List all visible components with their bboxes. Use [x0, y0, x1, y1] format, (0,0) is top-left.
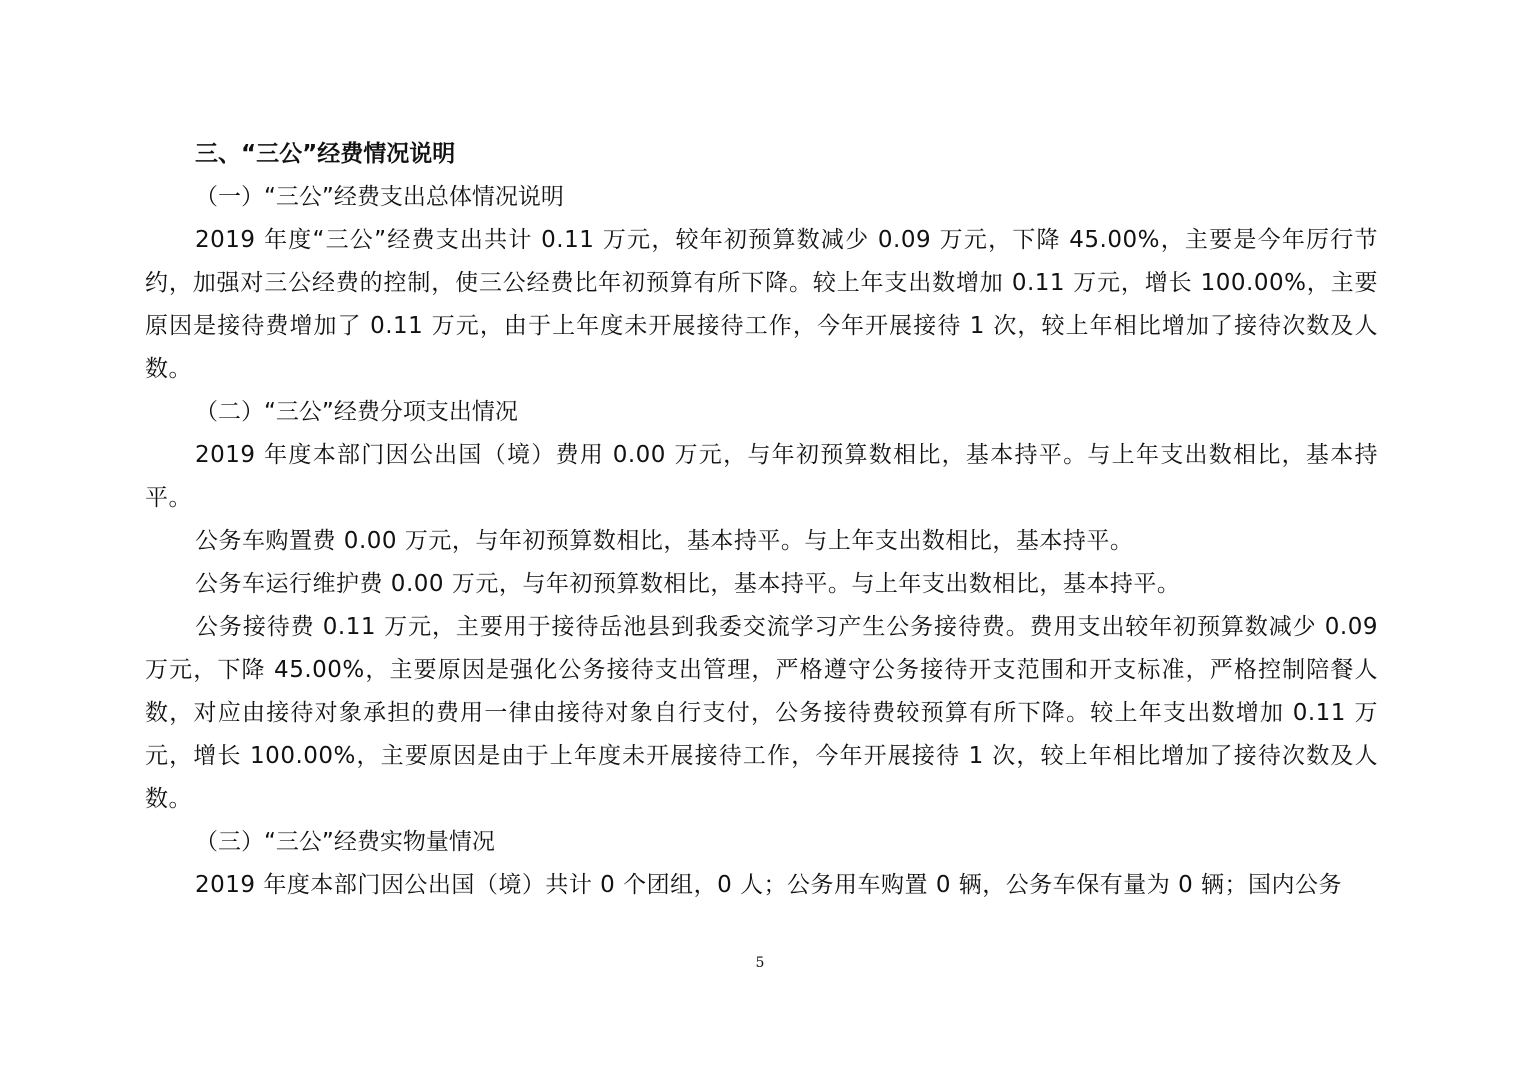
paragraph-overseas-travel: 2019 年度本部门因公出国（境）费用 0.00 万元，与年初预算数相比，基本持平。与上年支出数相比，基本持平。 — [145, 442, 1378, 511]
page-number: 5 — [755, 955, 765, 971]
section-heading: 三、“三公”经费情况说明 — [195, 141, 456, 167]
paragraph-overall-summary: 2019 年度“三公”经费支出共计 0.11 万元，较年初预算数减少 0.09 万元，下降 45.00%，主要是今年厉行节约，加强对三公经费的控制，使三公经费比年初预算有所下降。较上年支出数增加 0.11 万元，增长 100.00%，主要原因是接待费增加了 0.11 万元，由于上年度未开展接待工作，今年开展接待 1 次，较上年相比增加了接待次数及人数。 — [145, 227, 1378, 382]
subsection-title-overall: （一）“三公”经费支出总体情况说明 — [195, 184, 564, 210]
subsection-title-physical: （三）“三公”经费实物量情况 — [195, 829, 495, 855]
paragraph-vehicle-purchase: 公务车购置费 0.00 万元，与年初预算数相比，基本持平。与上年支出数相比，基本持平。 — [195, 528, 1134, 554]
paragraph-vehicle-maintenance: 公务车运行维护费 0.00 万元，与年初预算数相比，基本持平。与上年支出数相比，基本持平。 — [195, 571, 1181, 597]
subsection-title-itemized: （二）“三公”经费分项支出情况 — [195, 399, 518, 425]
paragraph-physical-quantity: 2019 年度本部门因公出国（境）共计 0 个团组，0 人；公务用车购置 0 辆，公务车保有量为 0 辆；国内公务 — [195, 872, 1343, 898]
paragraph-reception-expense: 公务接待费 0.11 万元，主要用于接待岳池县到我委交流学习产生公务接待费。费用支出较年初预算数减少 0.09 万元，下降 45.00%，主要原因是强化公务接待支出管理，严格遵守公务接待开支范围和开支标准，严格控制陪餐人数，对应由接待对象承担的费用一律由接待对象自行支付，公务接待费较预算有所下降。较上年支出数增加 0.11 万元，增长 100.00%，主要原因是由于上年度未开展接待工作，今年开展接待 1 次，较上年相比增加了接待次数及人数。 — [145, 614, 1378, 812]
document-body — [145, 133, 1378, 907]
